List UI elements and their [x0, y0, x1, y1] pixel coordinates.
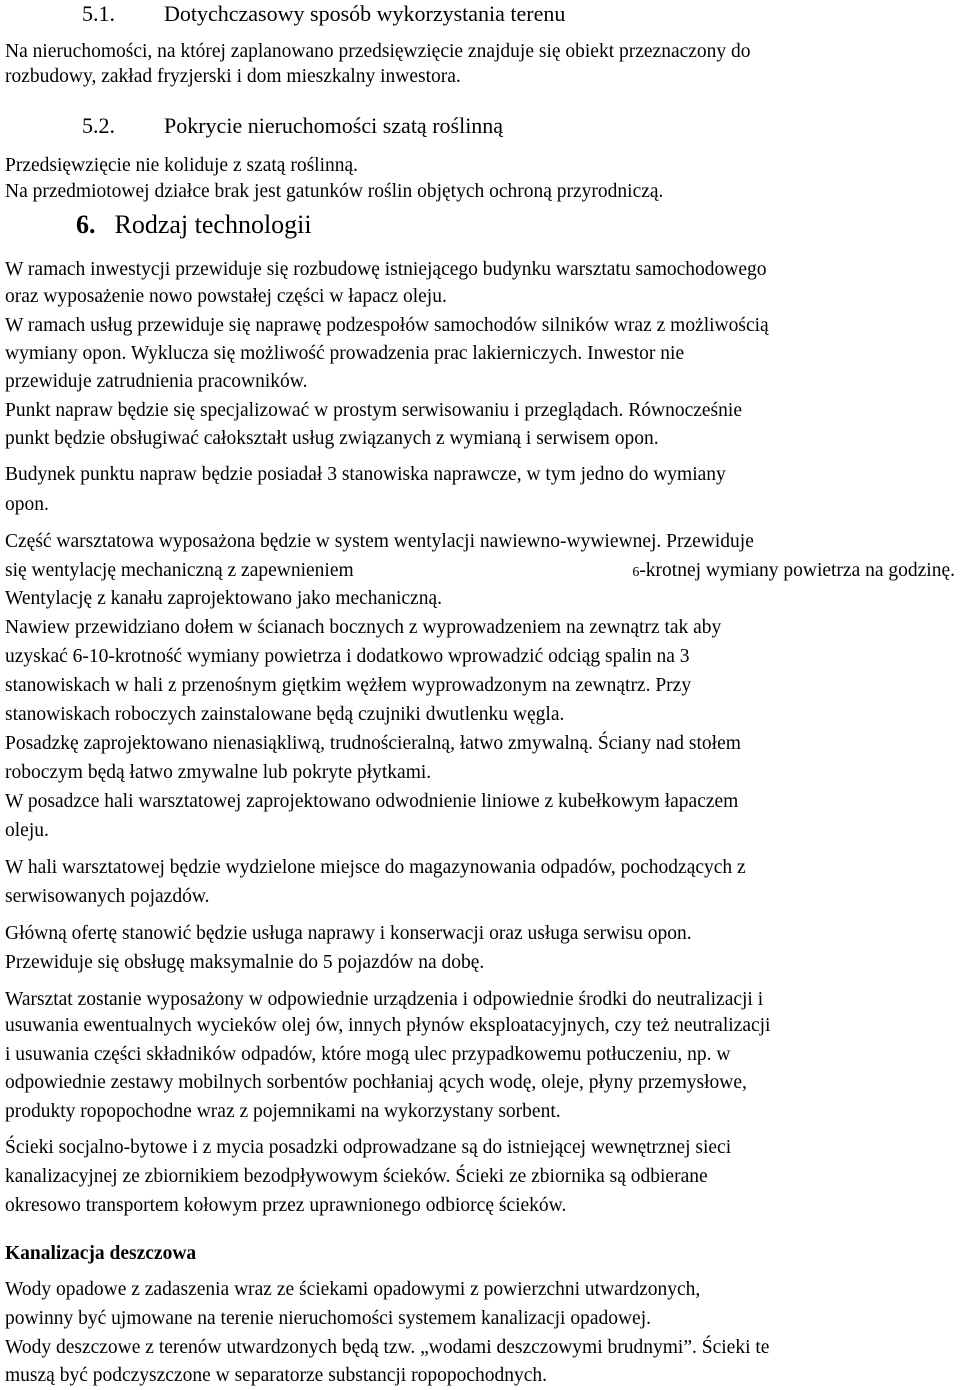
- paragraph-line: Główną ofertę stanowić będzie usługa naprawy i konserwacji oraz usługa serwisu opon.: [5, 923, 692, 944]
- section-heading-5-1: [82, 0, 960, 28]
- paragraph-line: serwisowanych pojazdów.: [5, 886, 210, 907]
- paragraph-line: okresowo transportem kołowym przez uprawnionego odbiorcę ścieków.: [5, 1195, 567, 1216]
- paragraph-line: W ramach inwestycji przewiduje się rozbudowę istniejącego budynku warsztatu samochodowego: [5, 259, 767, 280]
- paragraph-line: Na przedmiotowej działce brak jest gatunków roślin objętych ochroną przyrodniczą.: [5, 181, 664, 202]
- paragraph-line: i usuwania części składników odpadów, które mogą ulec przypadkowemu potłuczeniu, np. w: [5, 1044, 731, 1065]
- section-number: 5.2.: [82, 113, 115, 138]
- paragraph-line: Warsztat zostanie wyposażony w odpowiednie urządzenia i odpowiednie środki do neutralizacji i: [5, 989, 764, 1010]
- paragraph-line: opon.: [5, 494, 49, 515]
- paragraph-line: uzyskać 6-10-krotność wymiany powietrza i dodatkowo wprowadzić odciąg spalin na 3: [5, 646, 690, 667]
- paragraph-line: oleju.: [5, 820, 49, 841]
- paragraph-line: Punkt napraw będzie się specjalizować w prostym serwisowaniu i przeglądach. Równocześnie: [5, 400, 742, 421]
- text-segment: się wentylację mechaniczną z zapewnieniem: [5, 560, 354, 581]
- paragraph-line: rozbudowy, zakład fryzjerski i dom mieszkalny inwestora.: [5, 66, 461, 87]
- paragraph-line: Przewiduje się obsługę maksymalnie do 5 pojazdów na dobę.: [5, 952, 485, 973]
- paragraph-line: Wody opadowe z zadaszenia wraz ze ściekami opadowymi z powierzchni utwardzonych,: [5, 1279, 701, 1300]
- paragraph-line: Budynek punktu napraw będzie posiadał 3 stanowiska naprawcze, w tym jedno do wymiany: [5, 464, 726, 485]
- section-heading-6: [76, 211, 960, 239]
- subheading-kanalizacja-deszczowa: Kanalizacja deszczowa: [5, 1243, 197, 1264]
- ventilation-rate: 6: [632, 565, 640, 580]
- paragraph-line: Nawiew przewidziano dołem w ścianach bocznych z wyprowadzeniem na zewnątrz tak aby: [5, 617, 722, 638]
- paragraph-line: muszą być podczyszczone w separatorze substancji ropopochodnych.: [5, 1365, 548, 1386]
- paragraph-line: W posadzce hali warsztatowej zaprojektowano odwodnienie liniowe z kubełkowym łapaczem: [5, 791, 739, 812]
- paragraph-line: Wody deszczowe z terenów utwardzonych będą tzw. „wodami deszczowymi brudnymi”. Ścieki te: [5, 1337, 770, 1358]
- paragraph-line: W ramach usług przewiduje się naprawę podzespołów samochodów silników wraz z możliwością: [5, 315, 769, 336]
- paragraph-line: usuwania ewentualnych wycieków olej ów, innych płynów eksploatacyjnych, czy też neutralizacji: [5, 1015, 771, 1036]
- section-heading-5-2: [82, 112, 960, 140]
- section-number: 6.: [76, 210, 96, 239]
- paragraph-line: Posadzkę zaprojektowano nienasiąkliwą, trudnościeralną, łatwo zmywalną. Ściany nad stołem: [5, 733, 741, 754]
- paragraph-line: roboczym będą łatwo zmywalne lub pokryte płytkami.: [5, 762, 432, 783]
- paragraph-line: wymiany opon. Wyklucza się możliwość prowadzenia prac lakierniczych. Inwestor nie: [5, 343, 685, 364]
- text-segment: -krotnej wymiany powietrza na godzinę.: [639, 560, 955, 581]
- paragraph-line: powinny być ujmowane na terenie nieruchomości systemem kanalizacji opadowej.: [5, 1308, 652, 1329]
- paragraph-line: produkty ropopochodne wraz z pojemnikami na wykorzystany sorbent.: [5, 1101, 561, 1122]
- paragraph-line: Część warsztatowa wyposażona będzie w system wentylacji nawiewno-wywiewnej. Przewiduje: [5, 531, 754, 552]
- paragraph-line: Wentylację z kanału zaprojektowano jako mechaniczną.: [5, 588, 442, 609]
- section-title: Pokrycie nieruchomości szatą roślinną: [164, 113, 504, 138]
- section-title: Rodzaj technologii: [114, 210, 312, 239]
- paragraph-line: punkt będzie obsługiwać całokształt usług związanych z wymianą i serwisem opon.: [5, 428, 659, 449]
- paragraph-line: [5, 557, 955, 587]
- paragraph-line: kanalizacyjnej ze zbiornikiem bezodpływowym ścieków. Ścieki ze zbiornika są odbierane: [5, 1166, 708, 1187]
- paragraph-line: stanowiskach w hali z przenośnym giętkim wężłem wyprowadzonym na zewnątrz. Przy: [5, 675, 692, 696]
- paragraph-line: Na nieruchomości, na której zaplanowano przedsięwzięcie znajduje się obiekt przeznaczony do: [5, 41, 751, 62]
- section-title: Dotychczasowy sposób wykorzystania terenu: [164, 1, 566, 26]
- paragraph-line: W hali warsztatowej będzie wydzielone miejsce do magazynowania odpadów, pochodzących z: [5, 857, 746, 878]
- paragraph-line: Ścieki socjalno-bytowe i z mycia posadzki odprowadzane są do istniejącej wewnętrznej sieci: [5, 1137, 732, 1158]
- section-number: 5.1.: [82, 1, 115, 26]
- paragraph-line: Przedsięwzięcie nie koliduje z szatą roślinną.: [5, 155, 359, 176]
- text-segment: [632, 557, 955, 587]
- paragraph-line: przewiduje zatrudnienia pracowników.: [5, 371, 308, 392]
- paragraph-line: oraz wyposażenie nowo powstałej części w łapacz oleju.: [5, 286, 447, 307]
- paragraph-line: odpowiednie zestawy mobilnych sorbentów pochłaniaj ących wodę, oleje, płyny przemysłowe,: [5, 1072, 747, 1093]
- paragraph-line: stanowiskach roboczych zainstalowane będą czujniki dwutlenku węgla.: [5, 704, 565, 725]
